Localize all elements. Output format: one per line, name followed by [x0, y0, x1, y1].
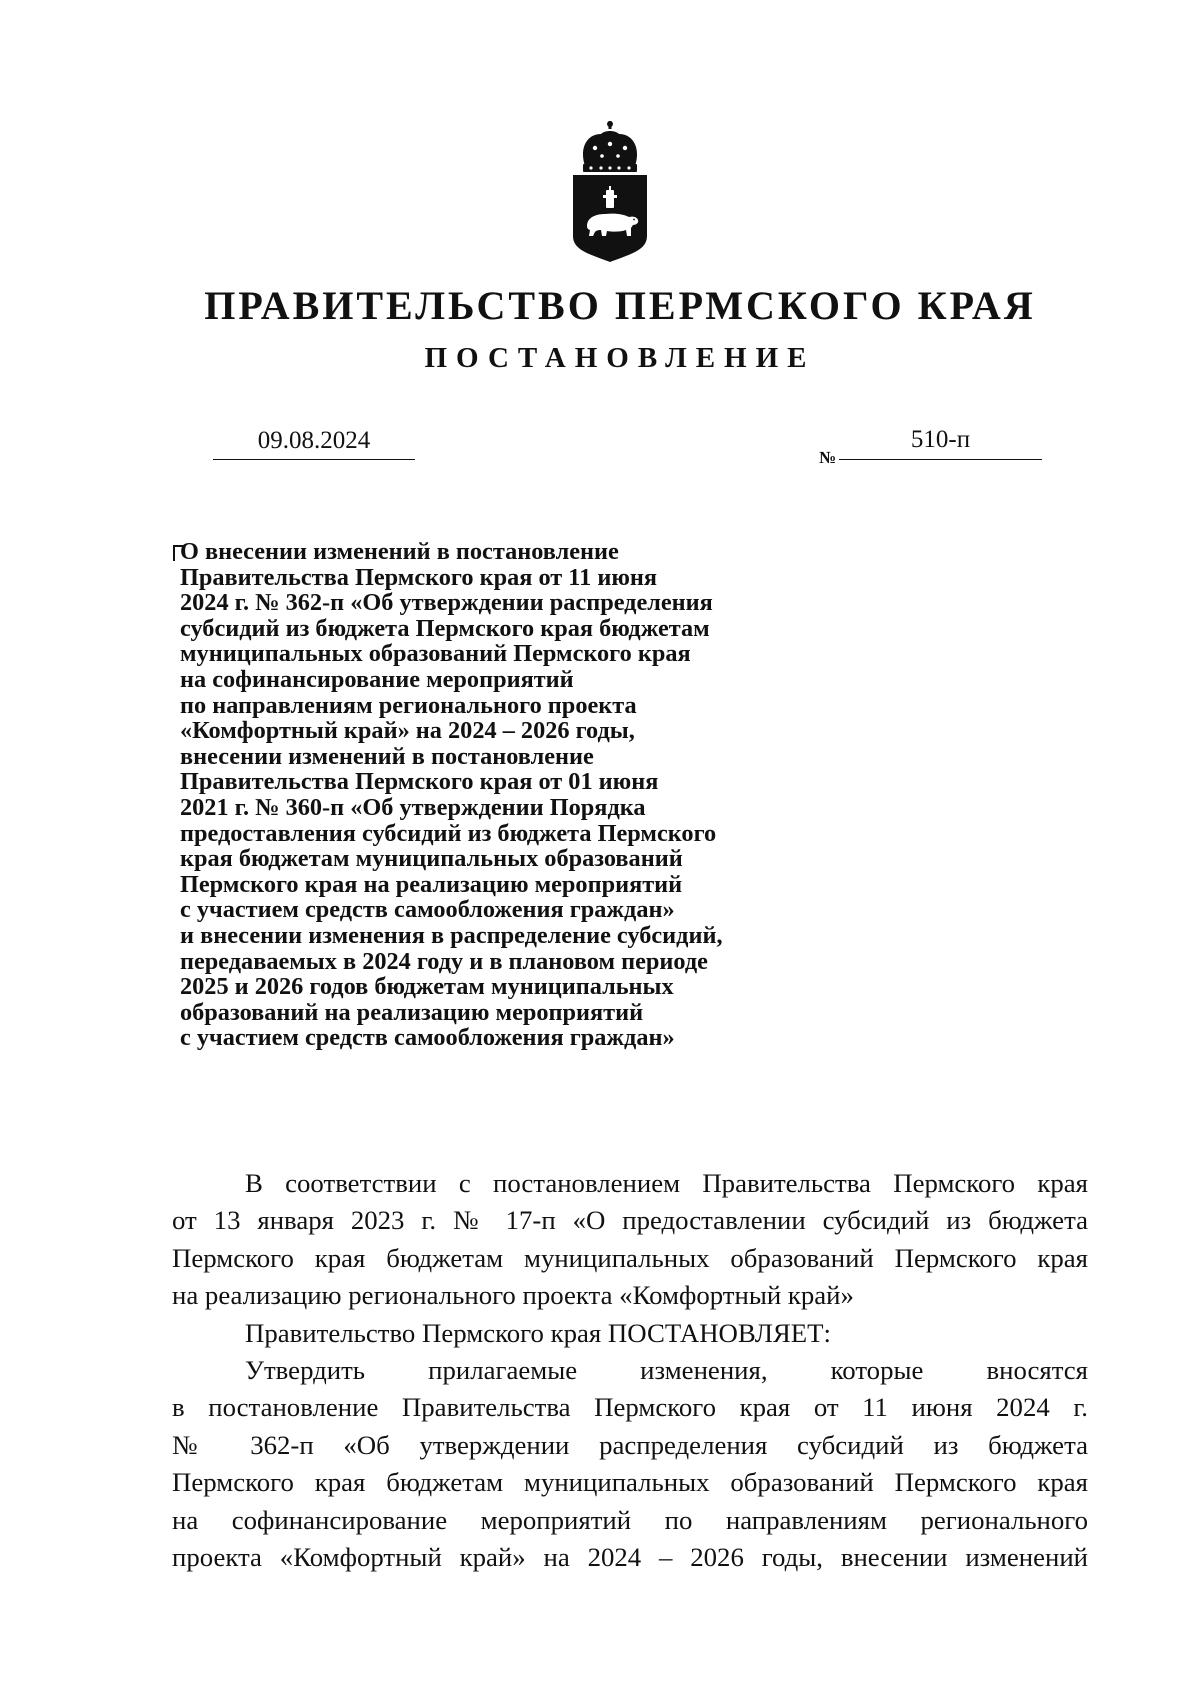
subject-line: на софинансирование мероприятий: [180, 665, 574, 693]
subject-line: 2025 и 2026 годов бюджетам муниципальных: [180, 973, 674, 1001]
document-type: ПОСТАНОВЛЕНИЕ: [424, 342, 816, 374]
subject-line: с участием средств самообложения граждан»: [180, 896, 675, 924]
subject-line: и внесении изменения в распределение субсидий,: [180, 921, 723, 949]
body-line: проекта «Комфортный край» на 2024 – 2026 годы, внесении изменений: [172, 1541, 1088, 1572]
subject-line: передаваемых в 2024 году и в плановом периоде: [180, 947, 708, 975]
subject-line: внесении изменений в постановление: [180, 742, 594, 770]
body-line: Пермского края бюджетам муниципальных образований Пермского края: [172, 1467, 1088, 1498]
paragraph-approve-changes: [172, 1352, 1088, 1576]
subject-line: субсидий из бюджета Пермского края бюджетам: [180, 614, 710, 642]
body-line: Утвердить прилагаемые изменения, которые вносятся: [245, 1354, 1088, 1385]
subject-line: О внесении изменений в постановление: [180, 538, 619, 565]
paragraph-resolves: [172, 1315, 1088, 1352]
subject-line: края бюджетам муниципальных образований: [180, 845, 683, 873]
subject-line: предоставления субсидий из бюджета Пермского: [180, 819, 717, 847]
subject-line: 2024 г. № 362-п «Об утверждении распределения: [180, 589, 713, 617]
document-subject: [180, 539, 820, 1051]
body-line: Правительство Пермского края ПОСТАНОВЛЯЕТ:: [245, 1317, 831, 1348]
subject-line: Правительства Пермского края от 01 июня: [180, 768, 659, 796]
body-line: Пермского края бюджетам муниципальных образований Пермского края: [172, 1242, 1088, 1273]
document-date: 09.08.2024: [213, 425, 415, 460]
subject-line: «Комфортный край» на 2024 – 2026 годы,: [180, 717, 635, 745]
paragraph-legal-basis: [172, 1165, 1088, 1315]
body-line: на софинансирование мероприятий по направлениям регионального: [172, 1504, 1088, 1535]
body-line: на реализацию регионального проекта «Комфортный край»: [172, 1280, 854, 1311]
body-line: № 362-п «Об утверждении распределения субсидий из бюджета: [172, 1429, 1088, 1460]
subject-line: 2021 г. № 360-п «Об утверждении Порядка: [180, 793, 646, 821]
perm-krai-coat-of-arms-icon: [565, 118, 655, 268]
subject-line: с участием средств самообложения граждан»: [180, 1024, 675, 1052]
subject-line: по направлениям регионального проекта: [180, 691, 637, 719]
subject-line: Правительства Пермского края от 11 июня: [180, 563, 658, 591]
document-body: [172, 1165, 1088, 1576]
subject-line: образований на реализацию мероприятий: [180, 998, 644, 1026]
body-line: в постановление Правительства Пермского края от 11 июня 2024 г.: [172, 1392, 1088, 1423]
number-sign: №: [819, 448, 837, 467]
subject-line: Пермского края на реализацию мероприятий: [180, 870, 683, 898]
organization-title: ПРАВИТЕЛЬСТВО ПЕРМСКОГО КРАЯ: [204, 283, 1036, 328]
subject-line: муниципальных образований Пермского края: [180, 640, 691, 668]
document-number: 510-п: [839, 424, 1042, 460]
body-line: от 13 января 2023 г. № 17-п «О предоставлении субсидий из бюджета: [172, 1205, 1088, 1236]
body-line: В соответствии с постановлением Правительства Пермского края: [245, 1168, 1088, 1198]
